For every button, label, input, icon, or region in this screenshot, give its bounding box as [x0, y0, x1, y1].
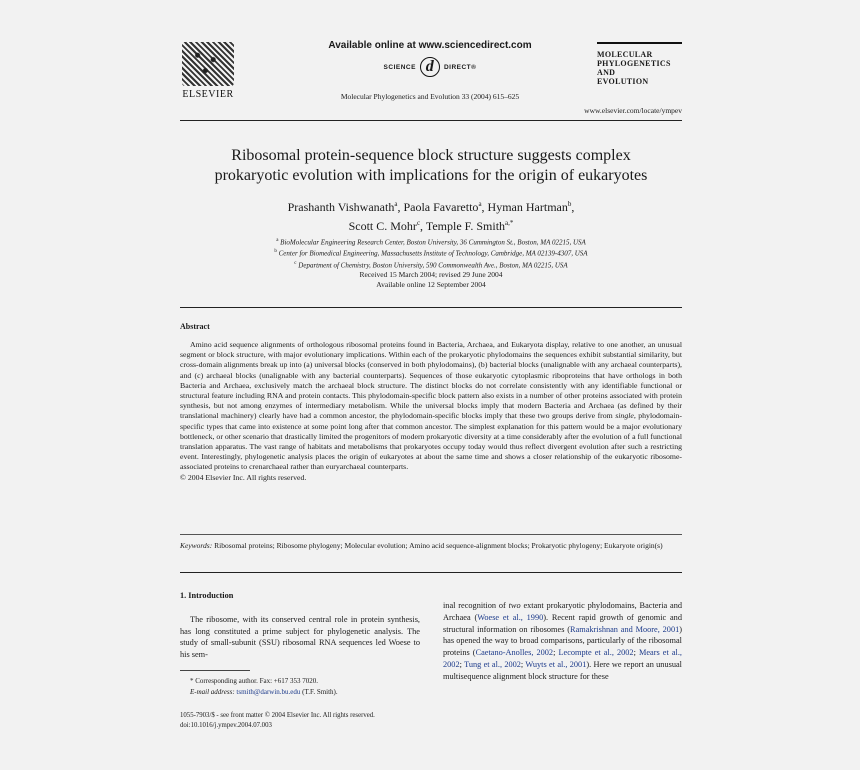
issn-line: 1055-7903/$ - see front matter © 2004 Elsevier Inc. All rights reserved. — [180, 712, 375, 719]
author-name: Temple F. Smith — [425, 219, 506, 233]
abstract-body — [180, 340, 682, 483]
email-label: E-mail address: — [190, 688, 235, 696]
author-name: Hyman Hartman — [487, 200, 568, 214]
author-name: Prashanth Vishwanath — [287, 200, 395, 214]
issn-block — [180, 711, 480, 731]
keywords — [180, 541, 682, 551]
citation-link[interactable]: Lecompte et al., 2002 — [558, 648, 634, 658]
author-sup: b — [567, 200, 572, 208]
elsevier-tree-icon — [182, 42, 234, 86]
email-suffix: (T.F. Smith). — [300, 688, 338, 696]
citation-link[interactable]: Caetano-Anolles, 2002 — [475, 648, 554, 658]
received-date: Received 15 March 2004; revised 29 June 2004 — [359, 270, 503, 279]
intro-paragraph: The ribosome, with its conserved central role in protein synthesis, has long constituted a prime subject for phylogenetic analysis. The study of small-subunit (SSU) ribosomal RNA sequences led Woese to his sem- — [180, 614, 420, 660]
journal-url[interactable]: www.elsevier.com/locate/ympev — [584, 106, 682, 115]
citation-link[interactable]: Ramakrishnan and Moore, 2001 — [570, 624, 680, 634]
affiliation-sup: c — [294, 260, 297, 266]
citation-link[interactable]: Woese et al., 1990 — [477, 612, 544, 622]
footnote-divider — [180, 670, 250, 671]
sciencedirect-logo — [350, 56, 510, 78]
available-date: Available online 12 September 2004 — [376, 280, 486, 289]
email-footnote — [180, 687, 420, 698]
separator: ; — [553, 648, 559, 658]
abstract-text-2: , phylodomain-specific types that came into existence at some point long after that common ancestor. The simplest explanation for this pattern would be a major evolutionary bottleneck, or other scenario that drastically limited the progenitors of modern prokaryotic diversity at a time considerably after the evolution of a full functional translation apparatus. The vast range of habitats and metabolisms that prokaryotes occupy today would thus reflect divergent evolution after such a restricting event. Interestingly, phylogenetic analysis places the origin of eukaryotes at about the same time and shows a closer relationship of the eukaryotic ribosome-associated proteins to crenarchaeal rather than euryarchaeal counterparts. — [180, 411, 682, 472]
author-sup: a — [394, 200, 398, 208]
abstract-heading: Abstract — [180, 322, 210, 331]
author-sup: a — [478, 200, 482, 208]
abstract-italic: single — [615, 411, 634, 421]
citation-link[interactable]: Tung et al., 2002 — [464, 659, 521, 669]
text: ). Here we report an unusual multisequence alignment block structure for these — [443, 659, 682, 681]
citation-link[interactable]: Wuyts et al., 2001 — [525, 659, 587, 669]
divider — [180, 534, 682, 535]
citation-link[interactable]: Mears et al., 2002 — [443, 648, 682, 669]
affiliation — [180, 259, 682, 270]
text: ). Recent rapid growth of genomic and structural information on ribosomes ( — [443, 612, 682, 634]
author-line-2: Scott C. Mohr$^c$, Temple F. Smith$^{a,*}$ — [348, 219, 514, 233]
article-title — [180, 146, 682, 186]
separator: ; — [459, 659, 465, 669]
footnotes — [180, 676, 420, 698]
abstract-paragraph — [180, 340, 682, 473]
corresponding-author: * Corresponding author. Fax: +617 353 7020. — [190, 677, 318, 685]
publisher-name: ELSEVIER — [182, 89, 234, 100]
divider — [180, 120, 682, 121]
available-online-text: Available online at www.sciencedirect.com — [328, 40, 532, 51]
sd-right-word: DIRECT® — [443, 63, 477, 71]
intro-paragraph-cont — [443, 600, 682, 683]
separator: ; — [633, 648, 639, 658]
journal-name-line: EVOLUTION — [597, 77, 649, 86]
journal-name-line: AND — [597, 68, 616, 77]
abstract-copyright: © 2004 Elsevier Inc. All rights reserved. — [180, 472, 307, 482]
author-sup: a,* — [505, 219, 514, 227]
italic-text: two — [508, 601, 521, 610]
affiliations — [180, 236, 682, 270]
sd-symbol: d — [425, 58, 435, 75]
article-dates — [180, 270, 682, 290]
text: extant prokaryotic phylodomains, Bacteria and Archaea ( — [443, 601, 682, 622]
email-link[interactable]: tsmith@darwin.bu.edu — [236, 688, 301, 696]
author-line-1: Prashanth Vishwanath$^a$, Paola Favaretto$^a$, Hyman Hartman$^b$, — [287, 200, 575, 214]
affiliation-sup: b — [274, 249, 277, 255]
title-line: Ribosomal protein-sequence block structure suggests complex — [231, 147, 631, 164]
keywords-text: Ribosomal proteins; Ribosome phylogeny; Molecular evolution; Amino acid sequence-alignment blocks; Prokaryotic phylogeny; Eukaryote origin(s) — [214, 541, 663, 550]
text: ) has opened the way to broad comparisons, particularly of the ribosomal proteins ( — [443, 624, 683, 658]
left-column — [180, 590, 420, 661]
sd-circle-icon — [420, 57, 440, 77]
divider — [180, 307, 682, 308]
title-line: prokaryotic evolution with implications for the origin of eukaryotes — [214, 167, 648, 184]
author-sup: c — [416, 219, 421, 227]
affiliation-text: Department of Chemistry, Boston University, 590 Commonwealth Ave., Boston, MA 02215, USA — [298, 260, 568, 269]
text: inal recognition of — [443, 601, 509, 610]
journal-name-line: MOLECULAR — [597, 50, 653, 59]
elsevier-logo — [180, 42, 236, 102]
doi-line: doi:10.1016/j.ympev.2004.07.003 — [180, 722, 272, 729]
right-column — [443, 600, 682, 683]
divider — [180, 572, 682, 573]
affiliation-text: BioMolecular Engineering Research Center, Boston University, 36 Cummington St., Boston, MA 02215, USA — [280, 238, 586, 247]
affiliation — [180, 236, 682, 247]
abstract-text-1: Amino acid sequence alignments of orthologous ribosomal proteins found in Bacteria, Archaea, and Eukaryota display, relative to one another, an unusual segment or block structure, with major evolutionary implications. Within each of the prokaryotic phylodomains the sequences exhibit substantial similarity, but cross-domain alignments break up into (a) universal blocks (conserved in both phylodomains), (b) bacterial blocks (unalignable with any archaeal counterparts), and (c) archaeal blocks (unalignable with any bacterial counterparts). Sequences of those eukaryotic cytoplasmic riboproteins that have orthologs in both Bacteria and Archaea, exclusively match the archaeal block structure. The distinct blocks do not correlate consistently with any identifiable functional or structural feature including RNA and protein contacts. This phylodomain-specific block pattern also exists in a number of other proteins associated with protein synthesis, but not among enzymes of intermediary metabolism. While the universal blocks imply that modern Bacteria and Archaea (as defined by their translational machinery) clearly have had a common ancestor, the phylodomain-specific blocks imply that these two groups derive from — [180, 340, 682, 421]
separator: ; — [520, 659, 526, 669]
author-name: Scott C. Mohr — [348, 219, 417, 233]
affiliation-text: Center for Biomedical Engineering, Massachusetts Institute of Technology, Cambridge, MA 02139-4307, USA — [278, 249, 588, 258]
journal-reference: Molecular Phylogenetics and Evolution 33 (2004) 615–625 — [340, 92, 520, 101]
sd-left-word: SCIENCE — [383, 63, 416, 71]
affiliation — [180, 247, 682, 258]
author-name: Paola Favaretto — [403, 200, 479, 214]
journal-name-line: PHYLOGENETICS — [597, 59, 671, 68]
affiliation-sup: a — [276, 238, 279, 243]
author-list — [180, 196, 682, 234]
journal-name-block — [597, 42, 682, 86]
section-heading: 1. Introduction — [180, 591, 234, 600]
keywords-label: Keywords: — [180, 541, 213, 550]
